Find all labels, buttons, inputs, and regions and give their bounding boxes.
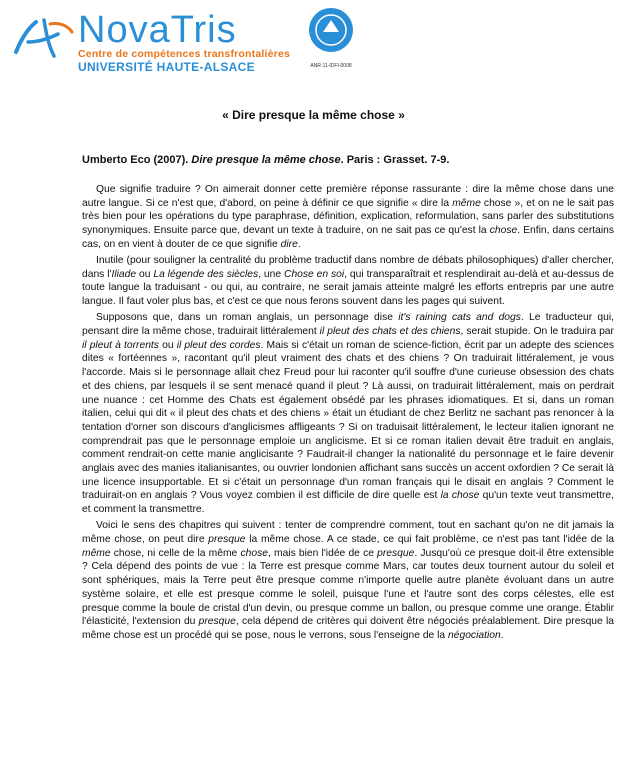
italic-run: it's raining cats and dogs bbox=[398, 312, 521, 324]
paragraph bbox=[82, 311, 614, 517]
italic-run: La légende des siècles bbox=[153, 268, 259, 280]
italic-run: presque bbox=[208, 534, 246, 546]
paragraph bbox=[82, 519, 614, 642]
brand-block bbox=[78, 10, 290, 74]
reference-book-title: Dire presque la même chose bbox=[191, 154, 341, 166]
paragraph bbox=[82, 183, 614, 252]
page-title: « Dire presque la même chose » bbox=[222, 108, 405, 122]
text-run: . Mais si c'était un roman de science-fiction, écrit par un adepte des sciences dites « fortéennes », racontant qu'il pleut vraiment des chats et des chiens ? On traduirait littéralement, je vous l'accorde. Mais si le personnage allait chez Freud pour lui raconter qu'il souffre d'une curieuse obsession des chats et des chiens, par lesquels il se sent menacé quand il pleut ? Là aussi, on traduirait littéralement, mais on perdrait une nuance : cet Homme des Chats est également obsédé par les phrases idiomatiques. Et si, dans un roman italien, celui qui dit « il pleut des chats et des chiens » était un étudiant de chez Berlitz ne sachant pas renoncer à la tentation d'orner son discours d'anglicismes affligeants ? Si on traduisait littéralement, le lecteur italien ignorant ne comprendrait pas que le personnage emploie un anglicisme. Et si ce roman italien devait être traduit en anglais, comment rendrait-on cette manie anglicisante ? Faudrait-il changer la nationalité du personnage et le faire devenir anglais avec des manies italianisantes, ou ouvrier londonien affichant sans succès un accent oxfordien ? Ce serait là une licence insupportable. Et si c'était un personnage d'un roman français qui le disait en anglais ? Comment le traduirait-on en anglais ? Vous voyez combien il est difficile de dire quelle est bbox=[82, 339, 615, 502]
novatris-logo-icon bbox=[10, 12, 78, 62]
italic-run: chose bbox=[489, 225, 518, 237]
text-run: , serait stupide. On le traduira par bbox=[460, 326, 614, 338]
italic-run: Iliade bbox=[111, 268, 137, 280]
text-run: Supposons que, dans un roman anglais, un personnage dise bbox=[96, 312, 399, 324]
text-run: . Le traducteur qui, pensant dire la même chose, traduirait littéralement bbox=[82, 312, 615, 338]
italic-run: même bbox=[82, 547, 111, 559]
text-run: . Jusqu'où ce presque doit-il être extensible ? Cela dépend des points de vue : la Terre est presque comme Mars, car toutes deux tournent autour du soleil et sont sphériques, mais la Terre peut être presque comme n'importe quelle autre planète évoluant dans un autre système solaire, et elle est presque comme le soleil, puisque l'une et l'autre sont des corps célestes, elle est presque comme la boule de cristal d'un devin, ou presque comme un ballon, ou presque comme une orange. Établir l'élasticité, l'extension du bbox=[82, 547, 614, 628]
text-run: , une bbox=[258, 268, 285, 280]
text-run: Que signifie traduire ? On aimerait donner cette première réponse rassurante : dire la même chose dans une autre langue. Si ce n'est que, d'abord, on peine à définir ce que signifie « dire la bbox=[82, 184, 614, 209]
text-run: chose », et on ne le sait pas très bien pour les opérations du type paraphrase, définition, explication, reformulation, sans parler des substitutions synonymiques. Ensuite parce que, devant un texte à traduire, on ne sait pas ce qu'est la bbox=[82, 197, 614, 237]
text-run: , cela dépend de critères qui doivent être négociés préalablement. Dire presque la même chose est un procédé qui se pose, nous le verrons, sous l'enseigne de la bbox=[82, 616, 614, 641]
text-run: qu'un texte veut transmettre, et comment la transmettre. bbox=[82, 490, 614, 516]
italic-run: chose bbox=[240, 547, 268, 559]
italic-run: la chose bbox=[440, 490, 480, 502]
brand-tagline: Centre de compétences transfrontalières bbox=[78, 48, 291, 60]
brand-name: NovaTris bbox=[78, 9, 237, 51]
university-name: UNIVERSITÉ HAUTE-ALSACE bbox=[78, 60, 255, 74]
text-run: ou bbox=[158, 339, 177, 351]
text-run: . bbox=[500, 630, 504, 641]
investissements-avenir-seal-icon bbox=[306, 6, 356, 72]
italic-run: presque bbox=[198, 616, 236, 628]
bibliographic-reference bbox=[82, 154, 449, 166]
text-run: Inutile (pour souligner la centralité du problème traductif dans nombre de débats philosophiques) d'aller chercher, dans l' bbox=[82, 255, 614, 280]
italic-run: dire bbox=[280, 238, 298, 250]
body-text bbox=[82, 183, 614, 645]
italic-run: Chose en soi bbox=[284, 268, 345, 280]
text-run: chose, ni celle de la même bbox=[110, 547, 241, 559]
italic-run: négociation bbox=[448, 630, 501, 641]
text-run: la même chose. A ce stade, ce qui fait problème, ce n'est pas tant l'idée de la bbox=[245, 534, 614, 546]
text-run: . bbox=[297, 238, 301, 250]
text-run: , mais bien l'idée de ce bbox=[267, 547, 378, 559]
text-run: ou bbox=[136, 268, 154, 280]
italic-run: il pleut des chats et des chiens bbox=[319, 326, 461, 338]
text-run: . Enfin, dans certains cas, on en vient à douter de ce que signifie bbox=[82, 225, 615, 250]
text-run: Voici le sens des chapitres qui suivent : tenter de comprendre comment, tout en sachant qu'on ne dit jamais la même chose, on peut dire bbox=[82, 520, 614, 546]
text-run: , qui transparaîtrait et resplendirait au-delà et au-dessus de toute langue la traduisant - ou qui, au contraire, ne serait jamais atteinte malgré les efforts entrepris par une autre langue. Il faut voler plus bas, et c'est ce que nous ferons souvent dans les pages qui suivent. bbox=[82, 268, 614, 308]
paragraph bbox=[82, 254, 614, 309]
italic-run: presque bbox=[377, 547, 415, 559]
reference-author: Umberto Eco (2007). bbox=[82, 154, 192, 166]
seal-code: ANR-11-IDFI-0008 bbox=[310, 63, 352, 69]
reference-publisher: . Paris : Grasset. 7-9. bbox=[340, 154, 450, 166]
italic-run: il pleut à torrents bbox=[82, 339, 159, 351]
italic-run: même bbox=[452, 197, 481, 209]
page-header bbox=[6, 6, 621, 72]
italic-run: il pleut des cordes bbox=[176, 339, 261, 351]
